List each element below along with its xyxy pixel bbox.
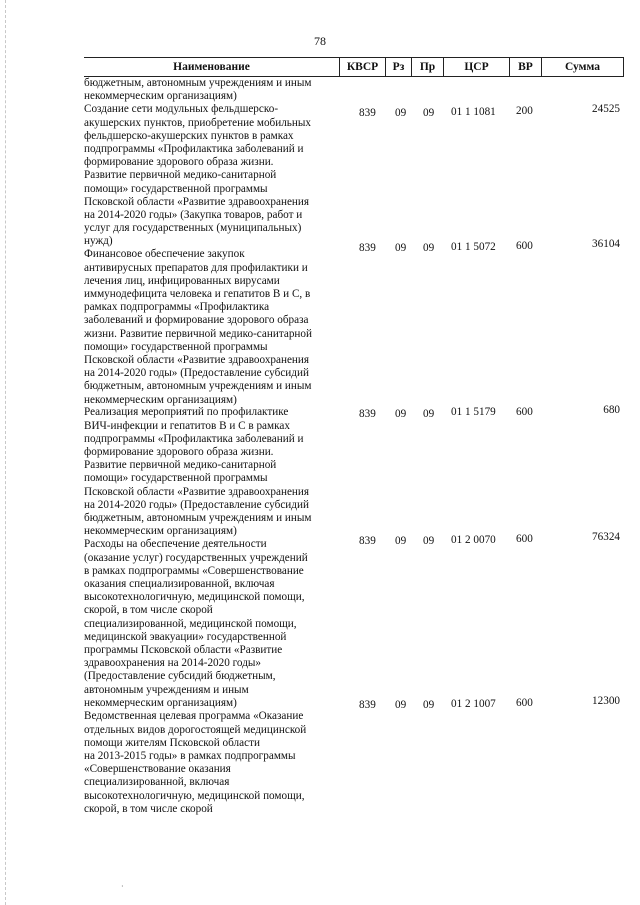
name-line: скорой, в том числе скорой: [84, 802, 213, 815]
name-line: «Совершенствование оказания: [84, 763, 231, 776]
cell-csr: 01 1 5072: [451, 241, 496, 254]
name-line: скорой, в том числе скорой: [84, 604, 213, 617]
name-line: формирование здорового образа жизни.: [84, 446, 274, 459]
cell-csr: 01 2 1007: [451, 698, 496, 711]
name-line: некоммерческим организациям): [84, 90, 237, 103]
cell-pr: 09: [423, 535, 435, 548]
name-line: подпрограммы «Профилактика заболеваний и: [84, 143, 304, 156]
cell-csr: 01 1 5179: [451, 406, 496, 419]
name-line: Реализация мероприятий по профилактике: [84, 406, 289, 419]
name-line: помощи» государственной программы: [84, 472, 268, 485]
cell-sum: 680: [603, 404, 620, 417]
name-line: фельдшерско-акушерских пунктов в рамках: [84, 129, 294, 142]
name-line: бюджетным, автономным учреждениям и иным: [84, 512, 312, 525]
cell-csr: 01 2 0070: [451, 534, 496, 547]
page-number: 78: [314, 34, 326, 48]
table-header: [84, 57, 624, 77]
name-line: ВИЧ-инфекции и гепатитов В и С в рамках: [84, 419, 290, 432]
header-csr: ЦСР: [443, 58, 509, 76]
header-rz: Рз: [385, 58, 411, 76]
name-line: медицинской эвакуации» государственной: [84, 630, 287, 643]
cell-vr: 600: [516, 240, 533, 253]
budget-table: [84, 57, 624, 816]
name-line: акушерских пунктов, приобретение мобильных: [84, 116, 311, 129]
cell-vr: 600: [516, 406, 533, 419]
cell-pr: 09: [423, 107, 435, 120]
name-line: Финансовое обеспечение закупок: [84, 248, 245, 261]
cell-sum: 24525: [592, 103, 620, 116]
name-line: некоммерческим организациям): [84, 393, 237, 406]
cell-rz: 09: [395, 699, 407, 712]
name-line: лечения лиц, инфицированных вирусами: [84, 274, 280, 287]
name-line: услуг для государственных (муниципальных): [84, 222, 302, 235]
table-body: [84, 77, 624, 816]
cell-sum: 36104: [592, 238, 620, 251]
name-line: помощи жителям Псковской области: [84, 736, 260, 749]
header-name: Наименование: [173, 61, 250, 73]
name-line: специализированной, медицинской помощи,: [84, 617, 297, 630]
name-line: Ведомственная целевая программа «Оказание: [84, 710, 304, 723]
name-line: Развитие первичной медико-санитарной: [84, 169, 277, 182]
scan-speck: ·: [121, 882, 124, 891]
cell-kvsr: 839: [359, 408, 376, 421]
name-line: оказания специализированной, включая: [84, 578, 275, 591]
name-line: автономным учреждениям и иным: [84, 683, 249, 696]
continuation-row: [84, 77, 624, 103]
name-line: на 2013-2015 годы» в рамках подпрограммы: [84, 750, 296, 763]
header-pr: Пр: [411, 58, 443, 76]
name-line: высокотехнологичную, медицинской помощи,: [84, 789, 305, 802]
name-line: в рамках подпрограммы «Совершенствование: [84, 564, 304, 577]
name-line: (оказание услуг) государственных учреждений: [84, 551, 308, 564]
cell-kvsr: 839: [359, 535, 376, 548]
table-row: [84, 406, 624, 538]
cell-kvsr: 839: [359, 107, 376, 120]
name-line: Создание сети модульных фельдшерско-: [84, 103, 279, 116]
name-line: нужд): [84, 235, 113, 248]
name-line: (Предоставление субсидий бюджетным,: [84, 670, 276, 683]
name-line: Развитие первичной медико-санитарной: [84, 459, 277, 472]
name-line: рамках подпрограммы «Профилактика: [84, 301, 270, 314]
name-line: некоммерческим организациям): [84, 696, 237, 709]
name-line: отдельных видов дорогостоящей медицинской: [84, 723, 307, 736]
cell-kvsr: 839: [359, 699, 376, 712]
name-line: Расходы на обеспечение деятельности: [84, 538, 267, 551]
name-line: на 2014-2020 годы» (Предоставление субсидий: [84, 498, 309, 511]
name-line: Псковской области «Развитие здравоохранения: [84, 195, 310, 208]
name-line: жизни. Развитие первичной медико-санитарной: [84, 327, 312, 340]
scan-edge-line: [5, 0, 6, 905]
cell-kvsr: 839: [359, 242, 376, 255]
table-row: [84, 531, 624, 710]
table-row: [84, 103, 624, 248]
cell-pr: 09: [423, 699, 435, 712]
name-line: некоммерческим организациям): [84, 525, 237, 538]
cell-vr: 600: [516, 533, 533, 546]
cell-rz: 09: [395, 408, 407, 421]
cell-rz: 09: [395, 107, 407, 120]
cell-vr: 200: [516, 105, 533, 118]
cell-rz: 09: [395, 242, 407, 255]
name-line: Псковской области «Развитие здравоохранения: [84, 354, 310, 367]
name-line: высокотехнологичную, медицинской помощи,: [84, 591, 305, 604]
header-sum: Сумма: [541, 58, 624, 76]
name-line: помощи» государственной программы: [84, 182, 268, 195]
cell-rz: 09: [395, 535, 407, 548]
header-vr: ВР: [509, 58, 541, 76]
name-line: формирование здорового образа жизни.: [84, 156, 274, 169]
name-line: антивирусных препаратов для профилактики и: [84, 261, 308, 274]
name-line: специализированной, включая: [84, 776, 230, 789]
cell-sum: 12300: [592, 695, 620, 708]
header-kvsr: КВСР: [339, 58, 385, 76]
name-line: бюджетным, автономным учреждениям и иным: [84, 380, 312, 393]
name-line: подпрограммы «Профилактика заболеваний и: [84, 432, 304, 445]
name-line: заболеваний и формирование здорового образа: [84, 314, 309, 327]
name-line: бюджетным, автономным учреждениям и иным: [84, 77, 312, 89]
name-line: на 2014-2020 годы» (Предоставление субсидий: [84, 367, 309, 380]
cell-pr: 09: [423, 242, 435, 255]
name-line: на 2014-2020 годы» (Закупка товаров, работ и: [84, 209, 303, 222]
name-line: иммунодефицита человека и гепатитов В и С, в: [84, 288, 311, 301]
cell-pr: 09: [423, 408, 435, 421]
name-line: здравоохранения на 2014-2020 годы»: [84, 657, 262, 670]
cell-sum: 76324: [592, 531, 620, 544]
name-line: программы Псковской области «Развитие: [84, 644, 283, 657]
cell-vr: 600: [516, 697, 533, 710]
name-line: Псковской области «Развитие здравоохранения: [84, 485, 310, 498]
name-line: помощи» государственной программы: [84, 340, 268, 353]
cell-csr: 01 1 1081: [451, 106, 496, 119]
